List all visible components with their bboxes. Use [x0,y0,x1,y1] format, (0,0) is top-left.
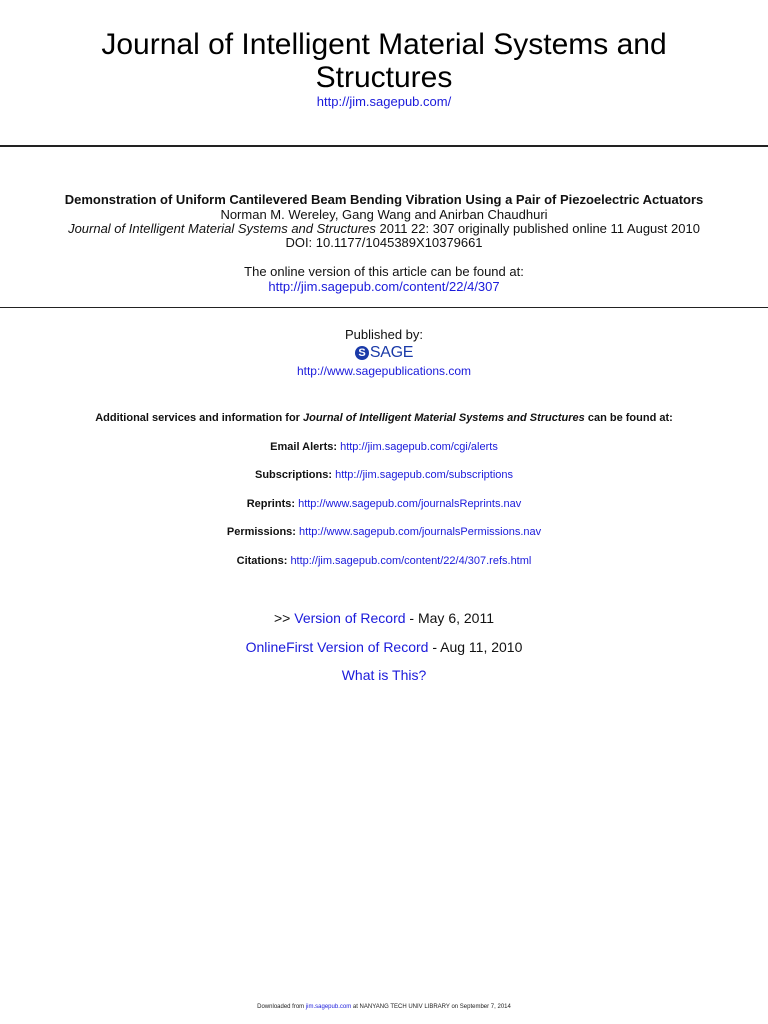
publisher-url-row [0,364,768,378]
services-intro-journal: Journal of Intelligent Material Systems and Structures [303,412,585,424]
version-prefix: >> [274,610,291,626]
article-title: Demonstration of Uniform Cantilevered Beam Bending Vibration Using a Pair of Piezoelectric Actuators [64,192,704,207]
service-permissions [0,526,768,539]
online-version-link[interactable]: http://jim.sagepub.com/content/22/4/307 [268,279,500,294]
online-version-row [0,279,768,294]
service-reprints [0,498,768,511]
middle-divider [0,307,768,308]
service-link[interactable]: http://jim.sagepub.com/content/22/4/307.refs.html [290,555,532,567]
version-of-record-date: - May 6, 2011 [405,610,494,626]
service-label: Email Alerts: [270,441,338,453]
publisher-url-link[interactable]: http://www.sagepublications.com [296,364,472,378]
services-intro [0,412,768,425]
journal-url-link[interactable]: http://jim.sagepub.com/ [316,94,452,109]
onlinefirst-version-link[interactable]: OnlineFirst Version of Record [245,639,429,655]
citation-journal-name: Journal of Intelligent Material Systems and Structures [68,221,376,236]
journal-url-row [0,94,768,109]
journal-title-line2: Structures [315,61,453,94]
footer-suffix: at NANYANG TECH UNIV LIBRARY on September 7, 2014 [351,1004,511,1010]
service-label: Citations: [236,555,288,567]
journal-title-line1: Journal of Intelligent Material Systems and [101,28,667,61]
article-authors: Norman M. Wereley, Gang Wang and Anirban Chaudhuri [220,207,548,222]
download-footer [0,1004,768,1011]
top-divider [0,145,768,147]
services-intro-prefix: Additional services and information for [95,412,303,424]
what-is-this-row [0,667,768,683]
online-version-label: The online version of this article can be found at: [244,264,524,279]
sage-s-icon: S [355,346,369,360]
service-label: Reprints: [246,498,296,510]
service-subscriptions [0,469,768,482]
citation-details: 2011 22: 307 originally published online 11 August 2010 [375,221,700,236]
service-link[interactable]: http://jim.sagepub.com/cgi/alerts [340,441,498,453]
what-is-this-link[interactable]: What is This? [341,667,427,683]
service-label: Permissions: [226,526,296,538]
footer-site-link[interactable]: jim.sagepub.com [305,1004,352,1010]
sage-logo[interactable] [0,343,768,361]
service-link[interactable]: http://jim.sagepub.com/subscriptions [335,469,513,481]
article-doi: DOI: 10.1177/1045389X10379661 [285,235,483,250]
footer-prefix: Downloaded from [257,1004,306,1010]
services-intro-suffix: can be found at: [584,412,673,424]
service-label: Subscriptions: [255,469,333,481]
sage-logo-text: SAGE [369,344,414,361]
onlinefirst-version-date: - Aug 11, 2010 [428,639,523,655]
service-link[interactable]: http://www.sagepub.com/journalsPermissions.nav [299,526,542,538]
onlinefirst-version-row [0,639,768,655]
service-link[interactable]: http://www.sagepub.com/journalsReprints.nav [298,498,522,510]
version-of-record-row [0,610,768,626]
article-citation [0,222,768,236]
service-citations [0,555,768,568]
service-email-alerts [0,441,768,454]
version-of-record-link[interactable]: Version of Record [294,610,406,626]
published-by-label: Published by: [344,327,424,342]
journal-title [0,28,768,94]
